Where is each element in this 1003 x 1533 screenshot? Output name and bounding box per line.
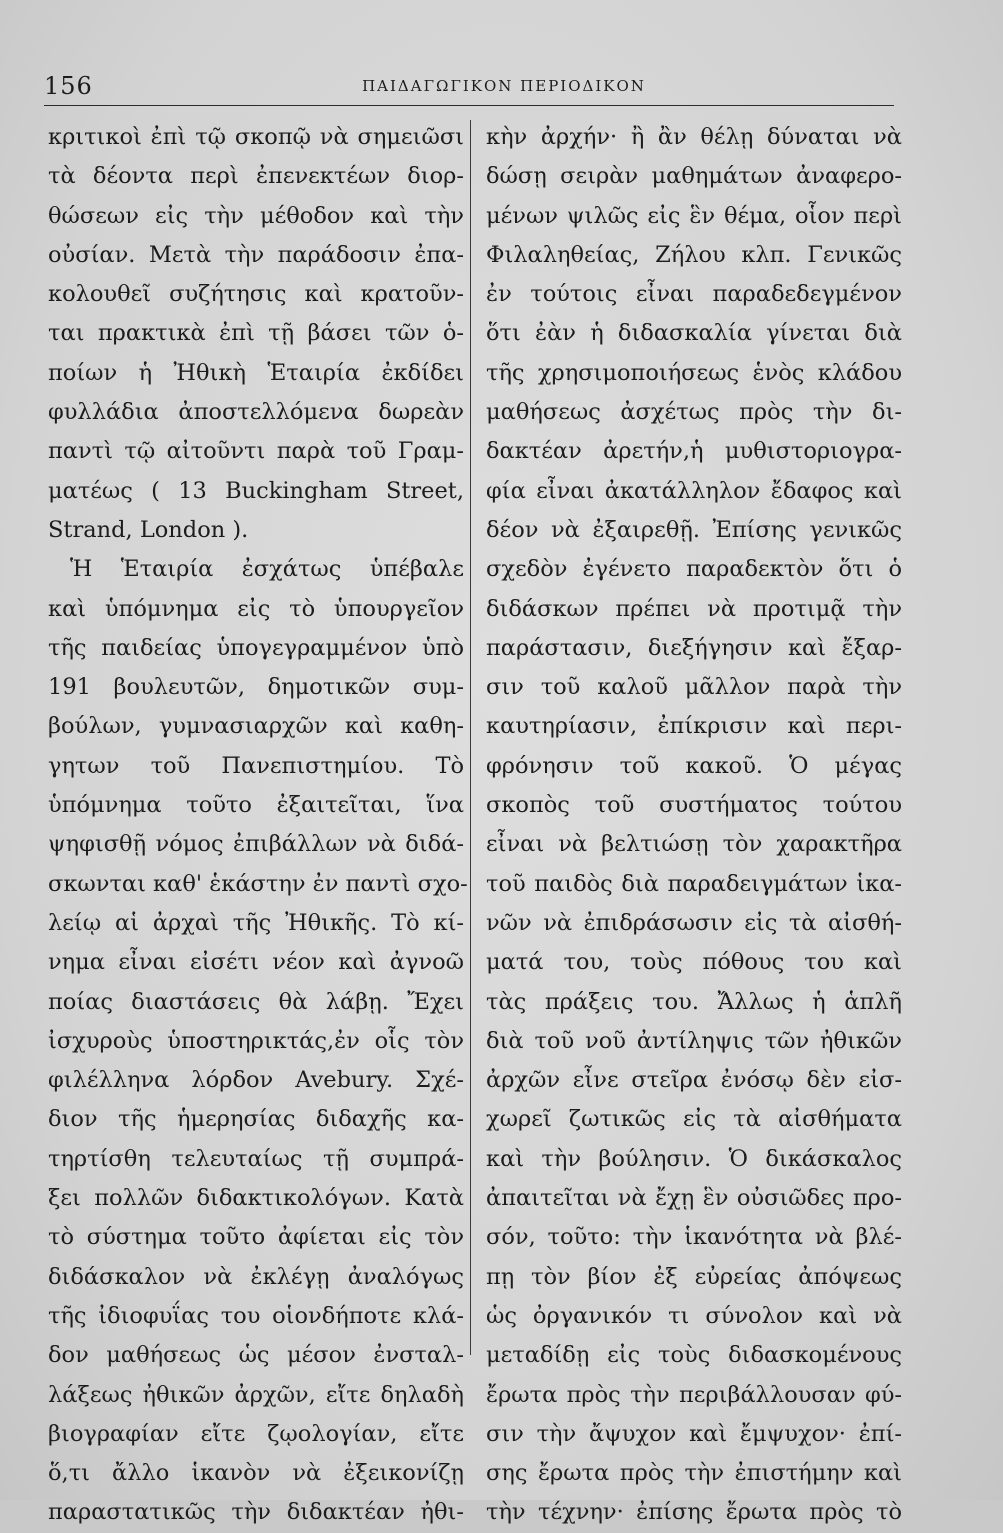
- text-line: κολουθεῖ συζήτησις καὶ κρατοῦν-: [48, 281, 464, 308]
- text-line: ἀπαιτεῖται νὰ ἔχῃ ἓν οὐσιῶδες προ-: [486, 1185, 902, 1212]
- text-line: πῃ τὸν βίον ἐξ εὐρείας ἀπόψεως: [486, 1263, 902, 1290]
- text-line: 191 βουλευτῶν, δημοτικῶν συμ-: [48, 674, 464, 701]
- text-line: σκοπὸς τοῦ συστήματος τούτου: [486, 792, 902, 819]
- text-line: Φιλαληθείας, Ζήλου κλπ. Γενικῶς: [486, 241, 902, 268]
- text-line: ὅτι ἐὰν ἡ διδασκαλία γίνεται διὰ: [486, 320, 902, 347]
- text-line: φρόνησιν τοῦ κακοῦ. Ὁ μέγας: [486, 752, 902, 779]
- text-line: δον μαθήσεως ὡς μέσον ἐνσταλ-: [48, 1342, 464, 1369]
- text-line: εἶναι νὰ βελτιώσῃ τὸν χαρακτῆρα: [486, 831, 902, 858]
- text-line: ποίων ἡ Ἠθικὴ Ἑταιρία ἐκδίδει: [48, 359, 464, 386]
- text-line: παντὶ τῷ αἰτοῦντι παρὰ τοῦ Γραμ-: [48, 438, 464, 465]
- text-line: μαθήσεως ἀσχέτως πρὸς τὴν δι-: [486, 399, 902, 426]
- text-line: μεταδίδῃ εἰς τοὺς διδασκομένους: [486, 1342, 902, 1369]
- text-line: φιλέλληνα λόρδον Avebury. Σχέ-: [48, 1067, 464, 1094]
- text-line: παραστατικῶς τὴν διδακτέαν ἠθι-: [48, 1499, 464, 1526]
- text-line: Strand, London ).: [48, 516, 249, 543]
- text-line: ἀρχῶν εἶνε στεῖρα ἐνόσῳ δὲν εἰσ-: [486, 1067, 902, 1094]
- text-line: σης ἔρωτα πρὸς τὴν ἐπιστήμην καὶ: [486, 1460, 902, 1487]
- text-line: ματέως ( 13 Buckingham Street,: [48, 477, 464, 504]
- text-line: σιν τὴν ἄψυχον καὶ ἔμψυχον· ἐπί-: [486, 1420, 902, 1447]
- left-column: [48, 118, 468, 1533]
- text-line: βιογραφίαν εἴτε ζῳολογίαν, εἴτε: [48, 1420, 464, 1447]
- text-line: ἔρωτα πρὸς τὴν περιβάλλουσαν φύ-: [486, 1381, 902, 1408]
- text-line: τῆς χρησιμοποιήσεως ἑνὸς κλάδου: [486, 359, 902, 386]
- right-column: [486, 118, 902, 1533]
- text-line: θώσεων εἰς τὴν μέθοδον καὶ τὴν: [48, 202, 464, 229]
- text-line: Ἡ Ἑταιρία ἐσχάτως ὑπέβαλε: [70, 556, 464, 583]
- text-line: ματά του, τοὺς πόθους του καὶ: [486, 949, 902, 976]
- text-line: σόν, τοῦτο: τὴν ἱκανότητα νὰ βλέ-: [486, 1224, 902, 1251]
- text-line: κὴν ἀρχήν· ἢ ἂν θέλῃ δύναται νὰ: [486, 124, 902, 150]
- text-line: νημα εἶναι εἰσέτι νέον καὶ ἀγνοῶ: [48, 949, 464, 976]
- text-line: καὶ τὴν βούλησιν. Ὁ δικάσκαλος: [486, 1145, 902, 1172]
- text-line: διδάσκων πρέπει νὰ προτιμᾷ τὴν: [486, 595, 902, 622]
- text-line: ὡς ὀργανικόν τι σύνολον καὶ νὰ: [486, 1302, 902, 1329]
- text-line: ὅ,τι ἄλλο ἱκανὸν νὰ ἐξεικονίζῃ: [48, 1460, 464, 1487]
- text-line: σκωνται καθ' ἑκάστην ἐν παντὶ σχο-: [48, 870, 468, 897]
- text-line: μένων ψιλῶς εἰς ἓν θέμα, οἷον περὶ: [486, 202, 902, 229]
- text-line: διὰ τοῦ νοῦ ἀντίληψις τῶν ἠθικῶν: [486, 1027, 902, 1054]
- text-line: ται πρακτικὰ ἐπὶ τῇ βάσει τῶν ὁ-: [48, 320, 464, 347]
- text-line: ὑπόμνημα τοῦτο ἐξαιτεῖται, ἵνα: [48, 792, 464, 819]
- text-line: χωρεῖ ζωτικῶς εἰς τὰ αἰσθήματα: [486, 1106, 902, 1133]
- text-line: λείῳ αἱ ἀρχαὶ τῆς Ἠθικῆς. Τὸ κί-: [48, 909, 464, 936]
- page-header: [44, 72, 894, 104]
- text-line: καυτηρίασιν, ἐπίκρισιν καὶ περι-: [486, 713, 902, 740]
- text-line: τηρτίσθη τελευταίως τῇ συμπρά-: [48, 1145, 464, 1172]
- text-line: ξει πολλῶν διδακτικολόγων. Κατὰ: [48, 1185, 464, 1212]
- text-line: ποίας διαστάσεις θὰ λάβῃ. Ἔχει: [48, 988, 464, 1015]
- text-line: τὰ δέοντα περὶ ἐπενεκτέων διορ-: [48, 163, 464, 190]
- text-line: σχεδὸν ἐγένετο παραδεκτὸν ὅτι ὁ: [486, 556, 902, 583]
- text-line: τὰς πράξεις του. Ἄλλως ἡ ἁπλῆ: [486, 988, 902, 1015]
- text-line: δώσῃ σειρὰν μαθημάτων ἀναφερο-: [486, 163, 902, 190]
- text-line: τοῦ παιδὸς διὰ παραδειγμάτων ἱκα-: [486, 870, 902, 897]
- text-line: διδάσκαλον νὰ ἐκλέγῃ ἀναλόγως: [48, 1263, 464, 1290]
- text-line: ψηφισθῇ νόμος ἐπιβάλλων νὰ διδά-: [48, 831, 464, 858]
- text-line: γητων τοῦ Πανεπιστημίου. Τὸ: [48, 752, 464, 779]
- text-line: τῆς παιδείας ὑπογεγραμμένον ὑπὸ: [48, 634, 464, 661]
- text-line: βούλων, γυμνασιαρχῶν καὶ καθη-: [48, 713, 464, 740]
- text-line: δέον νὰ ἐξαιρεθῇ. Ἐπίσης γενικῶς: [486, 516, 902, 543]
- text-line: καὶ ὑπόμνημα εἰς τὸ ὑπουργεῖον: [48, 595, 464, 622]
- text-line: σιν τοῦ καλοῦ μᾶλλον παρὰ τὴν: [486, 674, 902, 701]
- text-line: οὐσίαν. Μετὰ τὴν παράδοσιν ἐπα-: [48, 241, 464, 268]
- text-line: τῆς ἰδιοφυΐας του οἱονδήποτε κλά-: [48, 1302, 464, 1329]
- column-divider: [470, 120, 471, 1355]
- text-line: παράστασιν, διεξήγησιν καὶ ἔξαρ-: [486, 634, 902, 661]
- text-line: νῶν νὰ ἐπιδράσωσιν εἰς τὰ αἰσθή-: [486, 909, 902, 936]
- text-line: λάξεως ἠθικῶν ἀρχῶν, εἴτε δηλαδὴ: [48, 1381, 464, 1408]
- text-line: διον τῆς ἡμερησίας διδαχῆς κα-: [48, 1106, 464, 1133]
- text-line: τὴν τέχνην· ἐπίσης ἔρωτα πρὸς τὸ: [486, 1499, 902, 1526]
- text-line: ἐν τούτοις εἶναι παραδεδεγμένον: [486, 281, 902, 308]
- text-line: φυλλάδια ἀποστελλόμενα δωρεὰν: [48, 399, 464, 426]
- header-rule: [44, 105, 894, 106]
- running-title: ΠΑΙΔΑΓΩΓΙΚΟΝ ΠΕΡΙΟΔΙΚΟΝ: [362, 77, 646, 95]
- page-number: 156: [44, 72, 93, 100]
- text-line: τὸ σύστημα τοῦτο ἀφίεται εἰς τὸν: [48, 1224, 464, 1251]
- text-line: δακτέαν ἀρετήν,ἡ μυθιστοριογρα-: [486, 438, 902, 465]
- text-line: φία εἶναι ἀκατάλληλον ἔδαφος καὶ: [486, 477, 902, 504]
- text-line: ἰσχυροὺς ὑποστηρικτάς,ἐν οἷς τὸν: [48, 1027, 464, 1054]
- text-line: κριτικοὶ ἐπὶ τῷ σκοπῷ νὰ σημειῶσι: [48, 124, 464, 150]
